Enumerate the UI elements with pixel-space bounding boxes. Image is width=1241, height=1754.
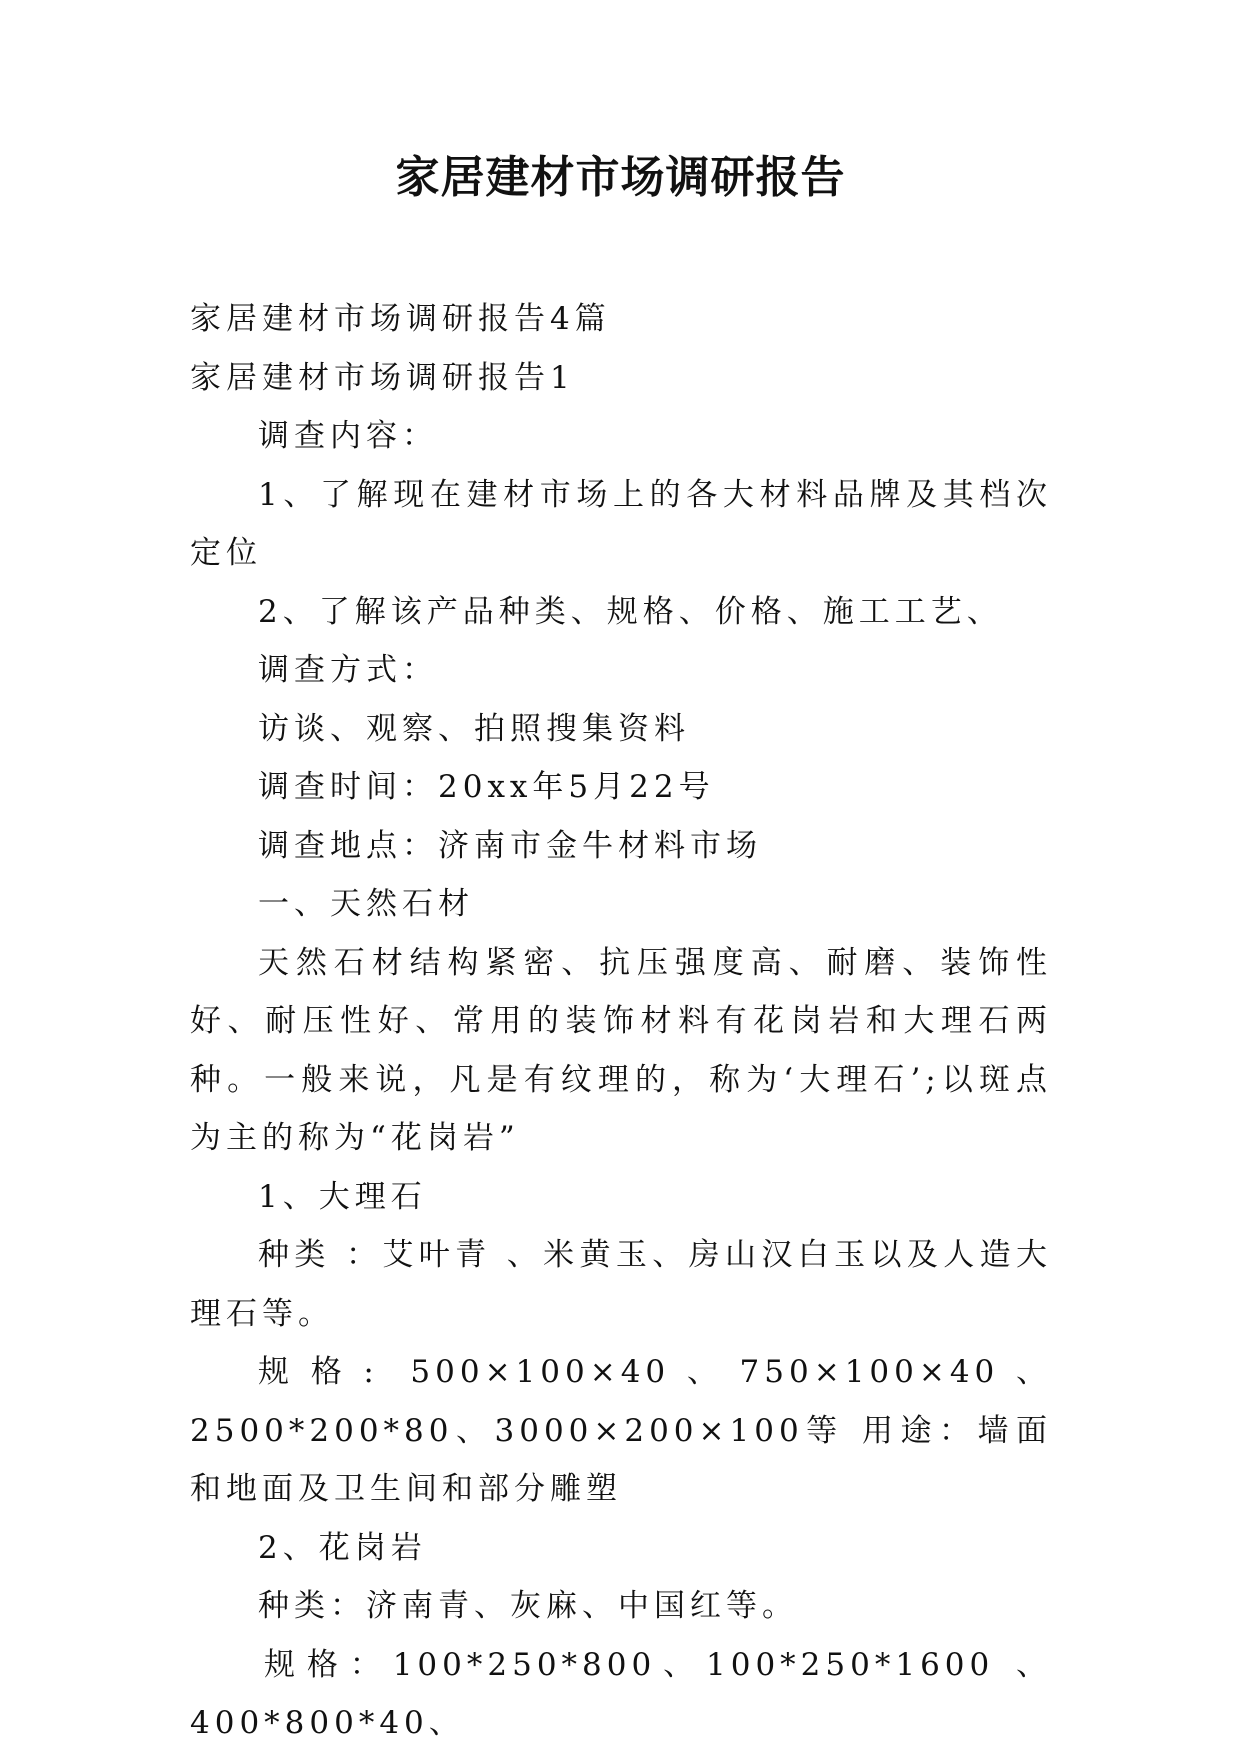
paragraph: 1、了解现在建材市场上的各大材料品牌及其档次定位 bbox=[190, 476, 1052, 571]
paragraph: 规格：100*250*800、100*250*1600 、400*800*40、 bbox=[190, 1646, 1052, 1741]
section-heading: 家居建材市场调研报告1 bbox=[190, 359, 575, 396]
paragraph: 2、了解该产品种类、规格、价格、施工工艺、 bbox=[258, 593, 1003, 630]
paragraph: 天然石材结构紧密、抗压强度高、耐磨、装饰性好、耐压性好、常用的装饰材料有花岗岩和大理石两种。一般来说，凡是有纹理的，称为‘大理石’;以斑点为主的称为“花岗岩” bbox=[190, 944, 1052, 1156]
document-body bbox=[190, 290, 1052, 1753]
paragraph: 调查地点：济南市金牛材料市场 bbox=[258, 827, 762, 864]
paragraph: 2、花岗岩 bbox=[258, 1529, 427, 1566]
paragraph: 种类 ：艾叶青 、米黄玉、房山汉白玉以及人造大理石等。 bbox=[190, 1237, 1052, 1332]
paragraph: 调查方式： bbox=[258, 652, 438, 688]
paragraph: 种类：济南青、灰麻、中国红等。 bbox=[258, 1588, 798, 1624]
document-title: 家居建材市场调研报告 bbox=[395, 152, 846, 203]
subtitle-line: 家居建材市场调研报告4篇 bbox=[190, 301, 611, 337]
paragraph: 调查内容： bbox=[258, 418, 438, 454]
paragraph: 访谈、观察、拍照搜集资料 bbox=[258, 710, 690, 747]
paragraph: 调查时间：20xx年5月22号 bbox=[258, 769, 715, 805]
paragraph: 规格: 500×100×40、750×100×40、2500*200*80、3000×200×100等 用途：墙面和地面及卫生间和部分雕塑 bbox=[190, 1354, 1052, 1507]
paragraph: 一、天然石材 bbox=[258, 886, 474, 922]
paragraph: 1、大理石 bbox=[258, 1178, 427, 1215]
